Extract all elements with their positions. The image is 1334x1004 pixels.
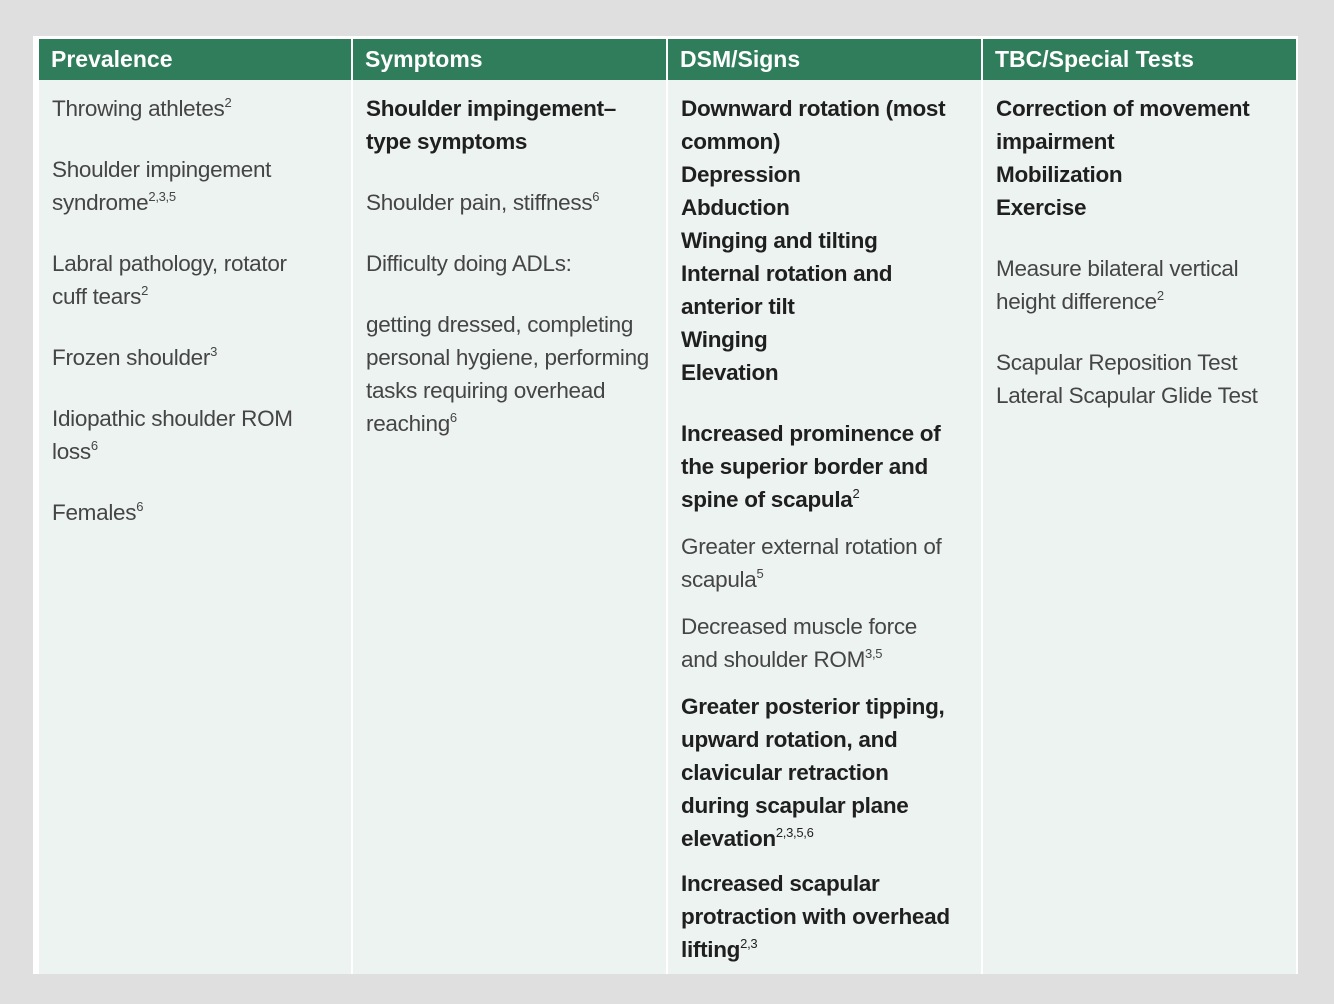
prevalence-item: Frozen shoulder$^3$: [52, 344, 218, 370]
dsm-list-item: Depression: [681, 162, 801, 187]
prevalence-item: Females$^6$: [52, 499, 144, 525]
prevalence-item: Labral pathology, rotator cuff tears$^2$: [52, 251, 287, 309]
tbc-measure: Measure bilateral vertical height difference$^2$: [996, 256, 1239, 314]
scapular-table: [39, 39, 1293, 974]
symptoms-body: [353, 80, 666, 440]
dsm-item: Greater external rotation of scapula$^5$: [681, 534, 942, 592]
prevalence-item: Idiopathic shoulder ROM loss$^6$: [52, 406, 293, 464]
prevalence-column: [39, 39, 351, 974]
symptoms-column: [353, 39, 666, 974]
dsm-list-item: Internal rotation and anterior tilt: [681, 261, 893, 319]
tbc-header: TBC/Special Tests: [983, 39, 1296, 80]
dsm-list-item: Abduction: [681, 195, 790, 220]
dsm-list-item: Downward rotation (most common): [681, 96, 946, 154]
dsm-column: [668, 39, 981, 974]
prevalence-header: Prevalence: [39, 39, 351, 80]
symptoms-item: getting dressed, completing personal hygiene, performing tasks requiring overhead reaching$^6$: [366, 312, 650, 436]
tbc-column: [983, 39, 1296, 974]
tbc-list-item: Correction of movement impairment: [996, 96, 1250, 154]
tbc-list-item: Mobilization: [996, 162, 1123, 187]
prevalence-item: Shoulder impingement syndrome$^{2,3,5}$: [52, 157, 272, 215]
symptoms-header: Symptoms: [353, 39, 666, 80]
dsm-list-item: Elevation: [681, 360, 779, 385]
dsm-header: DSM/Signs: [668, 39, 981, 80]
dsm-item: Increased scapular protraction with overhead lifting$^{2,3}$: [681, 871, 950, 962]
tbc-test: Scapular Reposition Test: [996, 350, 1238, 375]
dsm-list-item: Winging and tilting: [681, 228, 878, 253]
dsm-item: Decreased muscle force and shoulder ROM$^{3,5}$: [681, 614, 918, 672]
tbc-body: [983, 80, 1296, 412]
symptoms-item: Difficulty doing ADLs:: [366, 251, 572, 276]
tbc-list-item: Exercise: [996, 195, 1087, 220]
tbc-test: Lateral Scapular Glide Test: [996, 383, 1258, 408]
dsm-list-item: Winging: [681, 327, 768, 352]
symptoms-item: Shoulder impingement–type symptoms: [366, 96, 616, 154]
dsm-body: [668, 80, 981, 966]
dsm-item: Increased prominence of the superior border and spine of scapula$^2$: [681, 421, 941, 512]
dsm-item: Greater posterior tipping, upward rotation, and clavicular retraction during scapular plane elevation$^{2,3,5,6}$: [681, 694, 945, 851]
symptoms-item: Shoulder pain, stiffness$^6$: [366, 189, 600, 215]
prevalence-item: Throwing athletes$^2$: [52, 95, 232, 121]
prevalence-body: [39, 80, 351, 529]
